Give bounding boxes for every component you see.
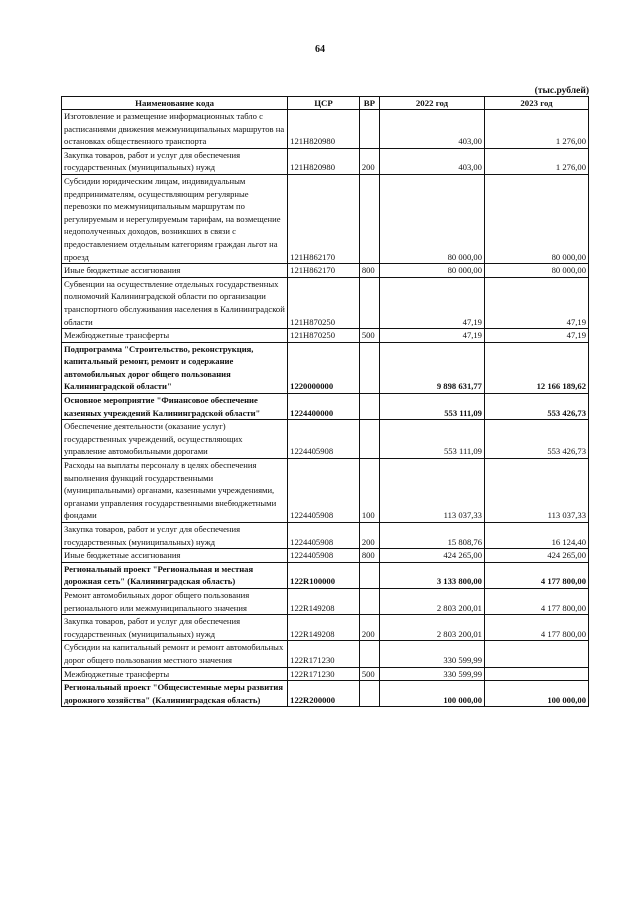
cell-csr: 1224405908 bbox=[288, 523, 360, 549]
cell-name: Региональный проект "Региональная и местная дорожная сеть" (Калининградская область) bbox=[62, 562, 288, 588]
cell-name: Иные бюджетные ассигнования bbox=[62, 264, 288, 278]
cell-2022: 47,19 bbox=[380, 329, 485, 343]
table-row bbox=[62, 264, 589, 278]
cell-csr: 122R149208 bbox=[288, 588, 360, 614]
cell-vr bbox=[359, 641, 379, 667]
cell-name: Межбюджетные трансферты bbox=[62, 667, 288, 681]
cell-csr: 121H820980 bbox=[288, 148, 360, 174]
cell-2023: 80 000,00 bbox=[484, 264, 588, 278]
column-header-vr: ВР bbox=[359, 97, 379, 110]
cell-vr bbox=[359, 588, 379, 614]
column-header-csr: ЦСР bbox=[288, 97, 360, 110]
budget-table bbox=[61, 96, 589, 707]
cell-2022: 100 000,00 bbox=[380, 681, 485, 707]
table-row bbox=[62, 420, 589, 459]
cell-csr: 1224400000 bbox=[288, 394, 360, 420]
cell-name: Изготовление и размещение информационных табло с расписаниями движения межмуниципальных маршрутов на остановках общественного транспорта bbox=[62, 110, 288, 149]
cell-vr bbox=[359, 681, 379, 707]
table-row bbox=[62, 641, 589, 667]
cell-2023: 1 276,00 bbox=[484, 110, 588, 149]
cell-vr: 500 bbox=[359, 329, 379, 343]
table-header-row bbox=[62, 97, 589, 110]
table-row bbox=[62, 329, 589, 343]
cell-vr bbox=[359, 562, 379, 588]
cell-name: Субвенции на осуществление отдельных государственных полномочий Калининградской области по организации транспортного обслуживания населения в Калининградской области bbox=[62, 277, 288, 328]
cell-csr: 122R100000 bbox=[288, 562, 360, 588]
cell-2023: 553 426,73 bbox=[484, 420, 588, 459]
cell-2023: 47,19 bbox=[484, 329, 588, 343]
cell-csr: 1220000000 bbox=[288, 342, 360, 393]
cell-name: Региональный проект "Общесистемные меры развития дорожного хозяйства" (Калининградская область) bbox=[62, 681, 288, 707]
cell-name: Подпрограмма "Строительство, реконструкция, капитальный ремонт, ремонт и содержание автомобильных дорог общего пользования Калининградской области" bbox=[62, 342, 288, 393]
cell-2023: 553 426,73 bbox=[484, 394, 588, 420]
cell-vr bbox=[359, 394, 379, 420]
cell-2023: 12 166 189,62 bbox=[484, 342, 588, 393]
cell-2023: 4 177 800,00 bbox=[484, 562, 588, 588]
table-row bbox=[62, 681, 589, 707]
cell-name: Иные бюджетные ассигнования bbox=[62, 549, 288, 563]
cell-2023: 1 276,00 bbox=[484, 148, 588, 174]
cell-2022: 15 808,76 bbox=[380, 523, 485, 549]
cell-csr: 1224405908 bbox=[288, 549, 360, 563]
cell-csr: 121H870250 bbox=[288, 329, 360, 343]
table-row bbox=[62, 588, 589, 614]
cell-name: Ремонт автомобильных дорог общего пользования регионального или межмуниципального значения bbox=[62, 588, 288, 614]
cell-csr: 121H820980 bbox=[288, 110, 360, 149]
table-body bbox=[62, 110, 589, 707]
cell-vr: 200 bbox=[359, 523, 379, 549]
units-label: (тыс.рублей) bbox=[534, 86, 589, 96]
cell-2022: 403,00 bbox=[380, 148, 485, 174]
table-row bbox=[62, 148, 589, 174]
cell-2023 bbox=[484, 667, 588, 681]
table-row bbox=[62, 549, 589, 563]
table-row bbox=[62, 459, 589, 523]
cell-vr bbox=[359, 342, 379, 393]
table-row bbox=[62, 394, 589, 420]
cell-2022: 553 111,09 bbox=[380, 394, 485, 420]
table-row bbox=[62, 615, 589, 641]
cell-2023: 47,19 bbox=[484, 277, 588, 328]
cell-name: Расходы на выплаты персоналу в целях обеспечения выполнения функций государственными (муниципальными) органами, казенными учреждениями, органами управления государственными внебюджетными фондами bbox=[62, 459, 288, 523]
cell-csr: 121H870250 bbox=[288, 277, 360, 328]
cell-vr bbox=[359, 420, 379, 459]
cell-2022: 9 898 631,77 bbox=[380, 342, 485, 393]
cell-vr: 500 bbox=[359, 667, 379, 681]
cell-name: Закупка товаров, работ и услуг для обеспечения государственных (муниципальных) нужд bbox=[62, 523, 288, 549]
cell-csr: 122R171230 bbox=[288, 667, 360, 681]
cell-2023: 80 000,00 bbox=[484, 174, 588, 263]
cell-name: Обеспечение деятельности (оказание услуг) государственных учреждений, осуществляющих управление автомобильными дорогами bbox=[62, 420, 288, 459]
cell-name: Межбюджетные трансферты bbox=[62, 329, 288, 343]
cell-name: Субсидии юридическим лицам, индивидуальным предпринимателям, осуществляющим регулярные перевозки по межмуниципальным маршрутам по регулируемым и нерегулируемым тарифам, на возмещение недополученных доходов, возникших в связи с предоставлением отдельным категориям граждан льгот на проезд bbox=[62, 174, 288, 263]
cell-vr: 800 bbox=[359, 264, 379, 278]
cell-2022: 113 037,33 bbox=[380, 459, 485, 523]
page-number: 64 bbox=[315, 44, 325, 55]
column-header-2023: 2023 год bbox=[484, 97, 588, 110]
table-row bbox=[62, 562, 589, 588]
cell-2022: 553 111,09 bbox=[380, 420, 485, 459]
cell-name: Закупка товаров, работ и услуг для обеспечения государственных (муниципальных) нужд bbox=[62, 615, 288, 641]
cell-csr: 122R149208 bbox=[288, 615, 360, 641]
table-row bbox=[62, 523, 589, 549]
cell-vr: 200 bbox=[359, 615, 379, 641]
cell-2022: 3 133 800,00 bbox=[380, 562, 485, 588]
cell-csr: 1224405908 bbox=[288, 420, 360, 459]
cell-2022: 330 599,99 bbox=[380, 641, 485, 667]
cell-vr bbox=[359, 277, 379, 328]
cell-vr: 200 bbox=[359, 148, 379, 174]
table-row bbox=[62, 277, 589, 328]
cell-vr bbox=[359, 110, 379, 149]
cell-2023: 100 000,00 bbox=[484, 681, 588, 707]
table-row bbox=[62, 342, 589, 393]
cell-csr: 121H862170 bbox=[288, 174, 360, 263]
table-row bbox=[62, 667, 589, 681]
table-row bbox=[62, 110, 589, 149]
cell-vr: 800 bbox=[359, 549, 379, 563]
cell-name: Закупка товаров, работ и услуг для обеспечения государственных (муниципальных) нужд bbox=[62, 148, 288, 174]
cell-2023: 4 177 800,00 bbox=[484, 615, 588, 641]
cell-csr: 122R200000 bbox=[288, 681, 360, 707]
cell-2023: 16 124,40 bbox=[484, 523, 588, 549]
cell-2022: 424 265,00 bbox=[380, 549, 485, 563]
cell-2022: 80 000,00 bbox=[380, 174, 485, 263]
cell-2022: 2 803 200,01 bbox=[380, 615, 485, 641]
cell-2022: 47,19 bbox=[380, 277, 485, 328]
cell-2023: 113 037,33 bbox=[484, 459, 588, 523]
column-header-name: Наименование кода bbox=[62, 97, 288, 110]
table-row bbox=[62, 174, 589, 263]
cell-2022: 80 000,00 bbox=[380, 264, 485, 278]
cell-csr: 1224405908 bbox=[288, 459, 360, 523]
cell-name: Субсидии на капитальный ремонт и ремонт автомобильных дорог общего пользования местного значения bbox=[62, 641, 288, 667]
cell-csr: 122R171230 bbox=[288, 641, 360, 667]
cell-vr: 100 bbox=[359, 459, 379, 523]
cell-2023: 4 177 800,00 bbox=[484, 588, 588, 614]
cell-csr: 121H862170 bbox=[288, 264, 360, 278]
cell-2023: 424 265,00 bbox=[484, 549, 588, 563]
column-header-2022: 2022 год bbox=[380, 97, 485, 110]
cell-2022: 2 803 200,01 bbox=[380, 588, 485, 614]
cell-2022: 403,00 bbox=[380, 110, 485, 149]
cell-vr bbox=[359, 174, 379, 263]
cell-2022: 330 599,99 bbox=[380, 667, 485, 681]
cell-name: Основное мероприятие "Финансовое обеспечение казенных учреждений Калининградской области" bbox=[62, 394, 288, 420]
cell-2023 bbox=[484, 641, 588, 667]
